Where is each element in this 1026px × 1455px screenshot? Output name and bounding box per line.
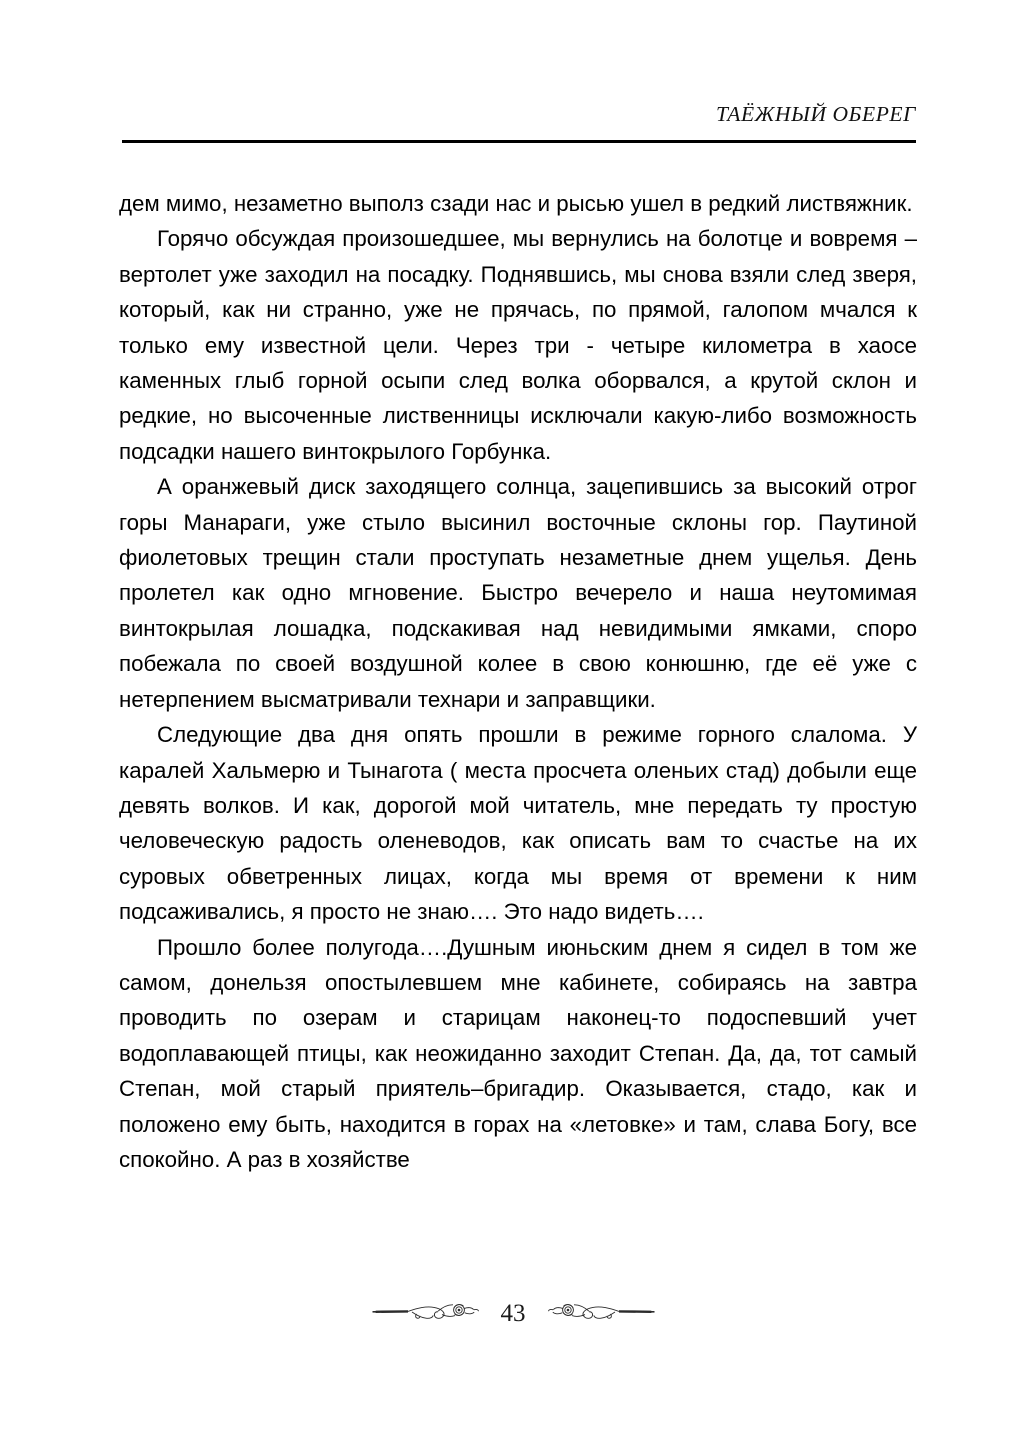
running-header: ТАЁЖНЫЙ ОБЕРЕГ xyxy=(716,102,916,126)
page-footer xyxy=(0,1295,1026,1329)
body-text-block xyxy=(119,186,917,1177)
flourish-ornament-right xyxy=(535,1295,655,1329)
paragraph: А оранжевый диск заходящего солнца, зацепившись за высокий отрог горы Манараги, уже стыло высинил восточные склоны гор. Паутиной фиолетовых трещин стали проступать незаметные днем ущелья. День пролетел как одно мгновение. Быстро вечерело и наша неутомимая винтокрылая лошадка, подскакивая над невидимыми ямками, споро побежала по своей воздушной колее в свою конюшню, где её уже с нетерпением высматривали технари и заправщики. xyxy=(119,474,917,712)
paragraph: Прошло более полугода….Душным июньским днем я сидел в том же самом, донельзя опостылевшем мне кабинете, собираясь на завтра проводить по озерам и старицам наконец-то подоспевший учет водоплавающей птицы, как неожиданно заходит Степан. Да, да, тот самый Степан, мой старый приятель–бригадир. Оказывается, стадо, как и положено ему быть, находится в горах на «летовке» и там, слава Богу, все спокойно. А раз в хозяйстве xyxy=(119,934,917,1172)
paragraph: дем мимо, незаметно выполз сзади нас и рысью ушел в редкий листвяжник. xyxy=(119,191,913,216)
paragraph: Следующие два дня опять прошли в режиме горного слалома. У каралей Хальмерю и Тынагота ( места просчета оленьих стад) добыли еще девять волков. И как, дорогой мой читатель, мне передать ту простую человеческую радость оленеводов, как описать вам то счастье на их суровых обветренных лицах, когда мы время от времени к ним подсаживались, я просто не знаю…. Это надо видеть…. xyxy=(119,722,917,925)
page-number: 43 xyxy=(500,1299,526,1327)
flourish-ornament-left xyxy=(372,1295,492,1329)
paragraph: Горячо обсуждая произошедшее, мы вернулись на болотце и вовремя – вертолет уже заходил на посадку. Поднявшись, мы снова взяли след зверя, который, как ни странно, уже не прячась, по прямой, галопом мчался к только ему известной цели. Через три - четыре километра в хаосе каменных глыб горной осыпи след волка оборвался, а крутой склон и редкие, но высоченные лиственницы исключали какую-либо возможность подсадки нашего винтокрылого Горбунка. xyxy=(119,226,917,464)
header-rule xyxy=(122,140,916,143)
